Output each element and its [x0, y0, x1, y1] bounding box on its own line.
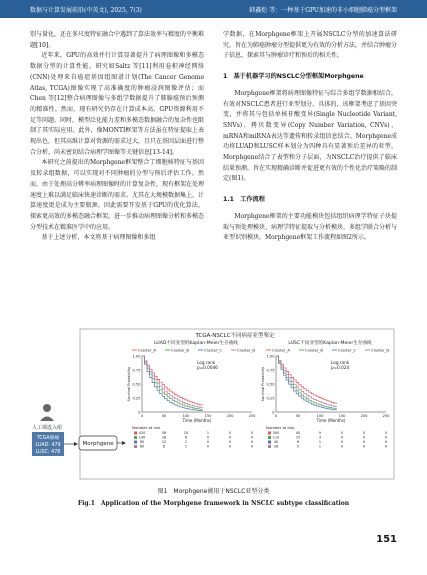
- section-heading: 1 基于机器学习的NSCLC分型框架Morphgene: [223, 73, 364, 81]
- y-axis-label: Survival Probability: [261, 366, 265, 402]
- legend-entry: Cluster_C: [204, 347, 223, 353]
- morphgene-label: Morphgene: [82, 441, 114, 447]
- x-tick-label: 250: [382, 414, 390, 418]
- paragraph: 本研究之前提出的Morphgene框架整合了细胞核特征与基因及转录组数据，可以实现对不同肿瘤的分型与预后评估工作。然而，由于处理高分辨率病理图像时的计算复杂性，现有框架在处理速度上难以满足临床快速诊断的需求。尤其在大规模数据集上，计算速度更是成为主要瓶颈。因此需要开发基于GPU的优化算法，探索更高效的多模态融合框架，进一步推动病理图像分析和多模态分型技术在精准医学中的应用。: [30, 159, 205, 231]
- logrank-label: Log rank: [331, 360, 350, 365]
- risk-count: 0: [250, 444, 254, 449]
- paragraph: Morphgene框架将病理图像特征与综合多组学数据相结合，有效对NSCLC患者进行亚型划分。具体的，该框架考虑了基因突变，并将其与包括单核苷酸变异(Single Nucleotide Variant, SNVs)、拷贝数变异(Copy Number Variation, CNVs)、mRNA和miRNA表达等遗传和转录组信息结合。Morphgene成功将LUAD和LUSC样本划分为四种具有显著预后差异的亚型。Morphgene结合了表型和分子层面，为NSCLC治疗提供了临床结果预测，旨在实现精确诊断并促进更有效的个性化治疗策略的制定(图1)。: [223, 89, 398, 183]
- risk-count: 10: [183, 431, 189, 435]
- legend-entry: Cluster_D: [371, 347, 390, 353]
- figure-main-title: TCGA-NSCLC不同病症亚型鉴定: [195, 333, 275, 339]
- risk-count: 90: [139, 440, 145, 444]
- running-header: [0, 0, 427, 18]
- y-tick-label: 0.75: [266, 368, 275, 373]
- figure-1: [30, 326, 397, 481]
- risk-count: 0: [340, 440, 344, 444]
- risk-count: 0: [340, 431, 344, 435]
- paragraph: 近年来，GPU的高效并行计算显著提升了病理图像和多模态数据分型的计算性能。研究如Saltz 等[11]利用卷积神经网络(CNN)处理来自癌症基因组图谱计划(The Cancer Genome Atlas, TCGA)图像实现了高准确度的肿瘤浸润图像评估；而Chen 等[12]整合病理图像与多组学数据提升了肺腺癌预后预测的精准性。然而，现有研究仍存在计算成本高、GPU资源利用不足等问题。同时，模型泛化能力差和多模态数据融合的复杂性也限制了其实际应用。此外，像MONTI框架等方法虽在特征提取上表现出色，但其高维计算对资源的需求过大，且只在基因层面进行整合分析，尚未密切结合病理学图像等关键信息[13-14]。: [30, 52, 205, 156]
- risk-count: 1: [318, 440, 322, 444]
- risk-count: 0: [206, 435, 210, 440]
- risk-count: 0: [362, 435, 366, 440]
- x-axis-label: Time (Months): [182, 418, 212, 423]
- x-tick-label: 150: [338, 414, 346, 418]
- paragraph: Morphgene框架的主要功能模块包括组织病理学特征子块提取与预处理模块、病理学特征提取与分析模块、多组学联合分析与亚型识别模块。Morphgene框架工作流程如图2所示。: [223, 212, 398, 242]
- x-tick-label: 250: [248, 414, 256, 418]
- risk-count: 140: [138, 435, 146, 440]
- x-tick-label: 150: [204, 414, 212, 418]
- risk-count: 6: [296, 440, 300, 444]
- risk-count: 0: [384, 444, 388, 449]
- x-tick-label: 100: [316, 414, 324, 418]
- risk-count: 420: [138, 431, 146, 435]
- risk-count: 0: [340, 435, 344, 440]
- panel-title: LUSC不同亚型的Kaplan-Meier生存曲线: [288, 341, 372, 346]
- risk-table-title: Number at risk: [132, 425, 161, 430]
- legend-entry: Cluster_C: [338, 347, 357, 353]
- km-plot-lusc: [261, 339, 390, 449]
- km-plot-luad: [127, 339, 256, 449]
- y-tick-label: 0.50: [266, 382, 275, 387]
- risk-row-marker: [134, 441, 137, 444]
- legend-entry: Cluster_A: [138, 347, 156, 353]
- risk-count: 1: [318, 444, 322, 449]
- risk-row-marker: [268, 432, 271, 435]
- paragraph: 基于上述分析，本文将基于病理图像和多组: [41, 234, 156, 242]
- subsection-heading: 1.1 工作流程: [223, 196, 265, 204]
- dataset-line: LUSC: 478: [35, 450, 61, 455]
- survival-curve: [276, 356, 337, 410]
- risk-count: 300: [272, 431, 280, 435]
- legend-entry: Cluster_D: [237, 347, 256, 353]
- risk-count: 0: [228, 435, 232, 440]
- risk-count: 1: [184, 444, 188, 449]
- risk-row-marker: [134, 436, 137, 439]
- y-axis-label: Survival Probability: [127, 366, 131, 402]
- risk-count: 18: [161, 435, 167, 440]
- paragraph: 学数据，在Morphgene框架上开展NSCLC分型的加速算法研究，旨在为肺癌肿瘤分型提供更为有效的分析方法，并结合肿瘤分子信息，探索其与肿瘤诊疗和预后的相关性。: [223, 31, 398, 60]
- risk-count: 0: [228, 440, 232, 444]
- x-axis-label: Time (Months): [316, 418, 346, 423]
- survival-curve: [276, 356, 337, 404]
- risk-count: 12: [161, 440, 167, 444]
- person-icon: [40, 404, 54, 421]
- risk-count: 3: [318, 435, 322, 440]
- risk-count: 8: [162, 444, 166, 449]
- risk-count: 0: [384, 440, 388, 444]
- right-column: [223, 30, 397, 244]
- risk-row-marker: [268, 445, 271, 448]
- risk-row-marker: [268, 441, 271, 444]
- legend-entry: Cluster_B: [305, 347, 323, 353]
- risk-count: 0: [206, 440, 210, 444]
- survival-curve: [142, 356, 203, 406]
- y-tick-label: 0: [272, 410, 275, 415]
- p-value: p=0.0046: [197, 365, 218, 370]
- risk-count: 0: [250, 431, 254, 435]
- dataset-line: TCGA肺癌: [36, 436, 60, 441]
- dataset-line: LUAD: 479: [35, 443, 61, 448]
- arrow-head-icon: [74, 442, 78, 446]
- risk-count: 0: [340, 444, 344, 449]
- risk-count: 0: [250, 440, 254, 444]
- risk-count: 0: [362, 444, 366, 449]
- risk-count: 0: [362, 431, 366, 435]
- x-tick-label: 0: [274, 414, 278, 418]
- risk-count: 60: [139, 444, 145, 449]
- y-tick-label: 0.25: [266, 396, 275, 401]
- x-tick-label: 50: [161, 414, 167, 418]
- x-tick-label: 0: [140, 414, 144, 418]
- risk-row-marker: [268, 436, 271, 439]
- x-tick-label: 50: [295, 414, 301, 418]
- risk-count: 0: [206, 444, 210, 449]
- risk-row-marker: [134, 432, 137, 435]
- figure-caption-cn: 图1 Morphgene被用于NSCLC亚型分类: [157, 488, 270, 495]
- journal-name: 数据与计算发展前沿(中英文), 2025, 7(3): [30, 7, 142, 14]
- paragraph: 别与量化，还在多尺度特征融合中遇到了算法效率与精度的平衡难题[10]。: [30, 31, 205, 49]
- arrow-head-icon: [122, 441, 126, 445]
- risk-row-marker: [134, 445, 137, 448]
- x-tick-label: 100: [182, 414, 190, 418]
- risk-count: 110: [272, 435, 280, 440]
- y-tick-label: 1.00: [132, 354, 141, 359]
- risk-count: 15: [295, 435, 301, 440]
- risk-count: 1: [206, 431, 210, 435]
- risk-count: 0: [384, 435, 388, 440]
- figure-graphic: [30, 326, 397, 481]
- figure-caption-en: Fig.1 Application of the Morphgene framework in NSCLC subtype classification: [77, 500, 350, 507]
- y-tick-label: 0: [138, 410, 141, 415]
- risk-count: 0: [362, 440, 366, 444]
- risk-count: 40: [295, 431, 301, 435]
- legend-entry: Cluster_B: [171, 347, 189, 353]
- risk-count: 0: [228, 431, 232, 435]
- y-tick-label: 0.75: [132, 368, 141, 373]
- risk-count: 0: [228, 444, 232, 449]
- y-tick-label: 0.25: [132, 396, 141, 401]
- risk-count: 5: [296, 444, 300, 449]
- risk-count: 58: [161, 431, 167, 435]
- risk-count: 0: [250, 435, 254, 440]
- risk-count: 9: [318, 431, 322, 435]
- legend-entry: Cluster_A: [272, 347, 290, 353]
- risk-count: 6: [184, 435, 188, 440]
- survival-curve: [142, 356, 203, 410]
- panel-title: LUAD不同亚型的Kaplan-Meier生存曲线: [154, 341, 238, 346]
- risk-count: 28: [273, 444, 279, 449]
- y-tick-label: 1.00: [266, 354, 275, 359]
- x-tick-label: 200: [360, 414, 368, 418]
- y-tick-label: 0.50: [132, 382, 141, 387]
- page-number: 151: [376, 534, 397, 545]
- person-label: 人工筛选入组: [31, 425, 63, 431]
- risk-count: 2: [184, 440, 188, 444]
- logrank-label: Log rank: [197, 360, 216, 365]
- risk-table-title: Number at risk: [266, 425, 295, 430]
- left-column: [30, 30, 204, 244]
- p-value: p=0.024: [331, 365, 350, 370]
- survival-curve: [276, 356, 337, 407]
- risk-count: 0: [384, 431, 388, 435]
- risk-count: 40: [273, 440, 279, 444]
- x-tick-label: 200: [226, 414, 234, 418]
- article-short-title: 韩鑫炬 等：一种基于GPU加速的非小细胞肺癌分型框架: [249, 7, 397, 14]
